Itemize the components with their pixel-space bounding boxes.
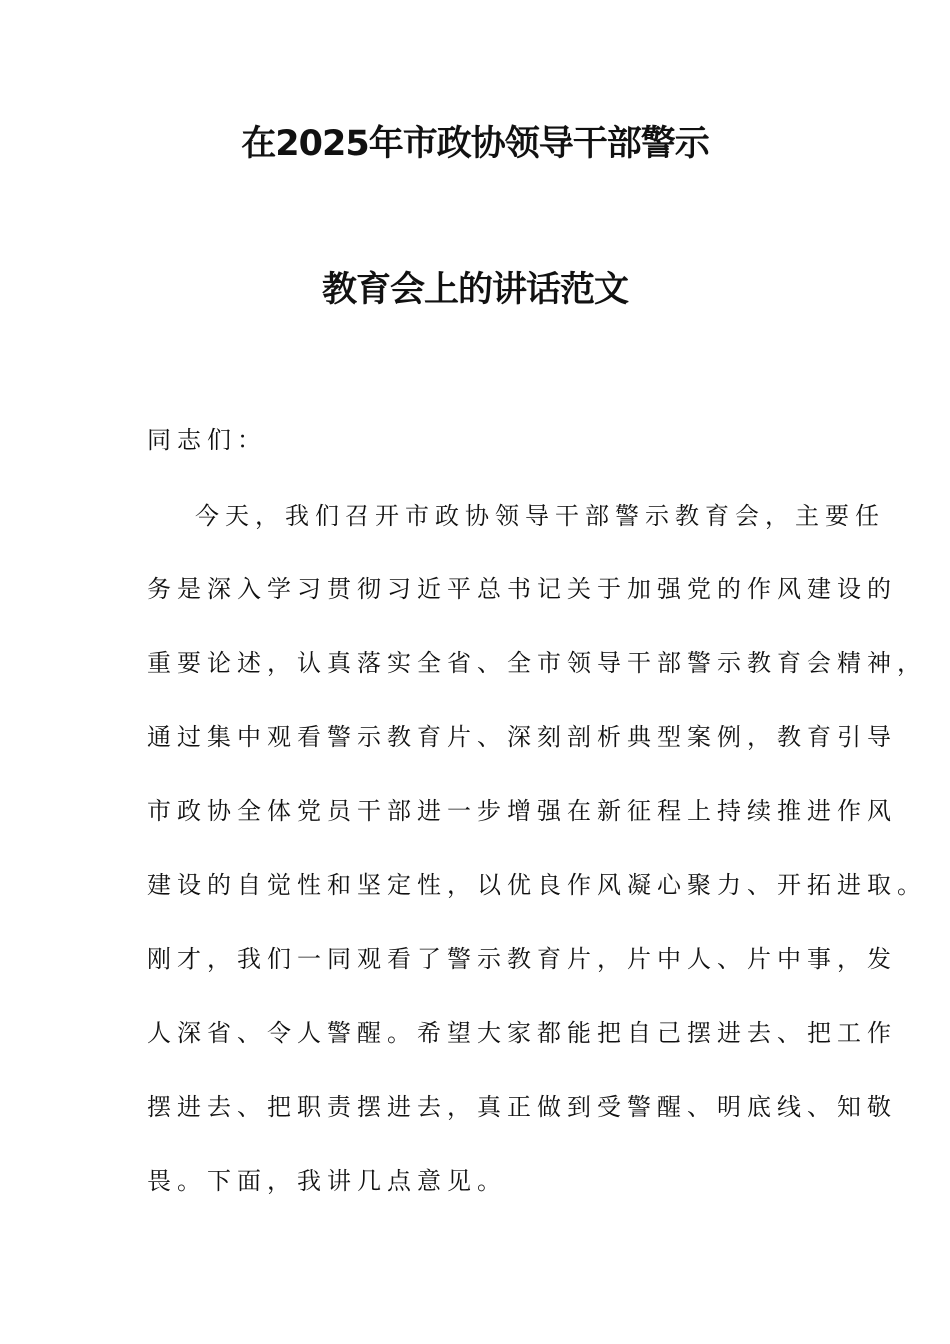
paragraph-line: 人深省、令人警醒。希望大家都能把自己摆进去、把工作 [147, 1019, 897, 1047]
paragraph-line: 畏。下面，我讲几点意见。 [147, 1167, 507, 1195]
paragraph-line: 重要论述，认真落实全省、全市领导干部警示教育会精神， [147, 649, 927, 677]
paragraph-line: 务是深入学习贯彻习近平总书记关于加强党的作风建设的 [147, 575, 897, 603]
paragraph-line: 建设的自觉性和坚定性，以优良作风凝心聚力、开拓进取。 [147, 871, 927, 899]
paragraph-line: 摆进去、把职责摆进去，真正做到受警醒、明底线、知敬 [147, 1093, 897, 1121]
title-line-1: 在2025年市政协领导干部警示 [241, 124, 709, 164]
paragraph-line: 通过集中观看警示教育片、深刻剖析典型案例，教育引导 [147, 723, 897, 751]
paragraph-line: 市政协全体党员干部进一步增强在新征程上持续推进作风 [147, 797, 897, 825]
title-line-2: 教育会上的讲话范文 [321, 270, 628, 310]
paragraph-line: 刚才，我们一同观看了警示教育片，片中人、片中事，发 [147, 945, 897, 973]
paragraph-line: 今天，我们召开市政协领导干部警示教育会，主要任 [195, 502, 885, 530]
salutation: 同志们： [147, 426, 267, 454]
